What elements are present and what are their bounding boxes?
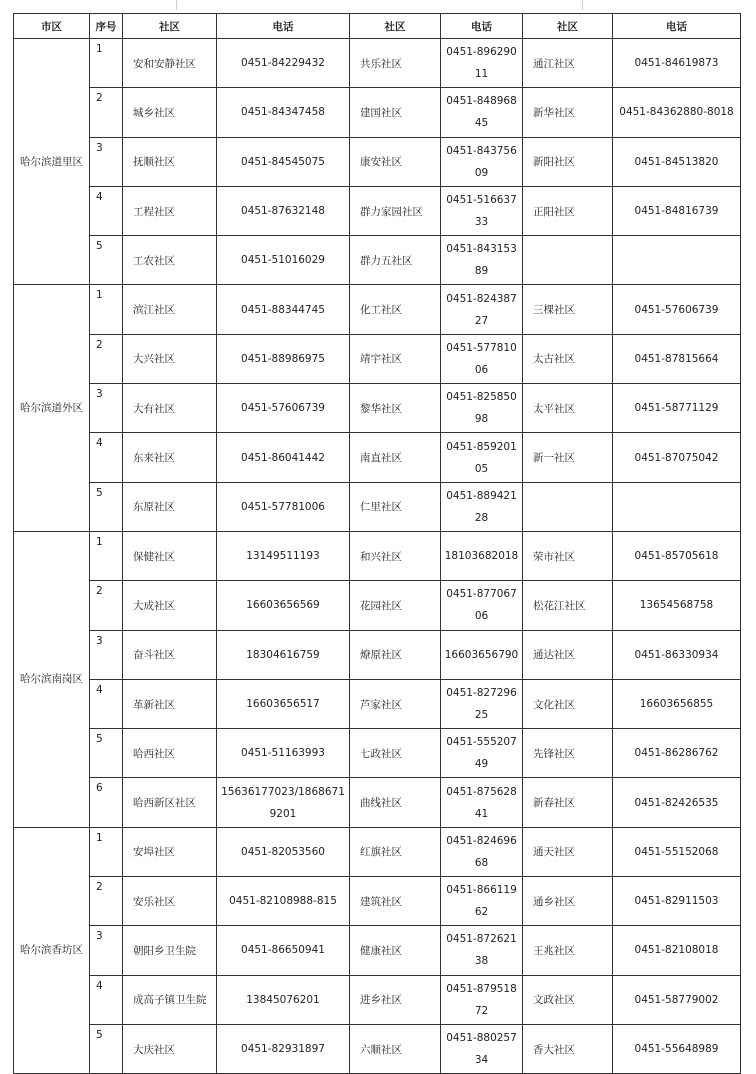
community-name-cell: 香大社区: [523, 1024, 613, 1073]
community-name-cell: 六顺社区: [350, 1024, 441, 1073]
community-name-cell: 文政社区: [523, 975, 613, 1024]
phone-cell: 0451-82585098: [441, 384, 523, 433]
table-row: [14, 334, 741, 383]
row-index-cell: 3: [90, 926, 123, 975]
phone-cell: 0451-86650941: [217, 926, 350, 975]
row-index-cell: 4: [90, 433, 123, 482]
community-name-cell: 城乡社区: [123, 88, 217, 137]
community-name-cell: 通天社区: [523, 827, 613, 876]
phone-cell: 0451-82108018: [613, 926, 741, 975]
community-name-cell: 大庆社区: [123, 1024, 217, 1073]
phone-cell: 13845076201: [217, 975, 350, 1024]
community-name-cell: 工农社区: [123, 236, 217, 285]
phone-cell: 0451-58779002: [613, 975, 741, 1024]
community-name-cell: 奋斗社区: [123, 630, 217, 679]
table-row: [14, 581, 741, 630]
top-guide-line: [582, 0, 583, 10]
community-name-cell: 新春社区: [523, 778, 613, 827]
community-name-cell: 花园社区: [350, 581, 441, 630]
community-name-cell: 太古社区: [523, 334, 613, 383]
community-name-cell: 王兆社区: [523, 926, 613, 975]
phone-cell: 0451-82438727: [441, 285, 523, 334]
phone-cell: 0451-84315389: [441, 236, 523, 285]
community-name-cell: 和兴社区: [350, 531, 441, 580]
phone-cell: 0451-55648989: [613, 1024, 741, 1073]
phone-cell: 0451-87562841: [441, 778, 523, 827]
community-name-cell: 新华社区: [523, 88, 613, 137]
community-name-cell: 哈西新区社区: [123, 778, 217, 827]
row-index-cell: 2: [90, 88, 123, 137]
phone-cell: 13149511193: [217, 531, 350, 580]
table-row: [14, 88, 741, 137]
phone-cell: 18103682018: [441, 531, 523, 580]
phone-cell: 16603656569: [217, 581, 350, 630]
community-name-cell: 建国社区: [350, 88, 441, 137]
community-name-cell: 南直社区: [350, 433, 441, 482]
community-name-cell: 康安社区: [350, 137, 441, 186]
table-row: [14, 433, 741, 482]
table-row: [14, 729, 741, 778]
phone-cell: 0451-84513820: [613, 137, 741, 186]
table-row: [14, 186, 741, 235]
community-name-cell: 安埠社区: [123, 827, 217, 876]
table-row: [14, 679, 741, 728]
phone-cell: 0451-87075042: [613, 433, 741, 482]
phone-cell: 0451-86330934: [613, 630, 741, 679]
row-index-cell: 4: [90, 186, 123, 235]
phone-cell: 0451-87632148: [217, 186, 350, 235]
row-index-cell: 3: [90, 630, 123, 679]
community-name-cell: 红旗社区: [350, 827, 441, 876]
row-index-cell: 1: [90, 39, 123, 88]
community-name-cell: 群力五社区: [350, 236, 441, 285]
table-row: [14, 926, 741, 975]
table-row: [14, 827, 741, 876]
community-name-cell: 哈西社区: [123, 729, 217, 778]
row-index-cell: 1: [90, 827, 123, 876]
phone-cell: 0451-84375609: [441, 137, 523, 186]
phone-cell: 0451-82053560: [217, 827, 350, 876]
community-name-cell: 芦家社区: [350, 679, 441, 728]
phone-cell: 0451-85705618: [613, 531, 741, 580]
phone-cell: 0451-57781006: [441, 334, 523, 383]
phone-cell: 0451-55152068: [613, 827, 741, 876]
phone-cell: 0451-87706706: [441, 581, 523, 630]
phone-cell: 13654568758: [613, 581, 741, 630]
phone-cell: 0451-84619873: [613, 39, 741, 88]
phone-cell: 0451-82911503: [613, 877, 741, 926]
table-row: [14, 778, 741, 827]
community-name-cell: 三棵社区: [523, 285, 613, 334]
table-row: [14, 482, 741, 531]
phone-cell: 0451-87262138: [441, 926, 523, 975]
community-name-cell: 曲线社区: [350, 778, 441, 827]
phone-cell: 0451-82931897: [217, 1024, 350, 1073]
community-name-cell: 东原社区: [123, 482, 217, 531]
table-header-row: [14, 14, 741, 39]
community-name-cell: 通江社区: [523, 39, 613, 88]
community-name-cell: 工程社区: [123, 186, 217, 235]
table-row: [14, 236, 741, 285]
community-name-cell: 朝阳乡卫生院: [123, 926, 217, 975]
district-name-cell: 哈尔滨道外区: [14, 285, 90, 531]
table-row: [14, 630, 741, 679]
phone-cell: 0451-57606739: [613, 285, 741, 334]
phone-cell: 0451-87951872: [441, 975, 523, 1024]
phone-cell: 0451-82469668: [441, 827, 523, 876]
phone-cell: 0451-84896845: [441, 88, 523, 137]
phone-cell: [613, 482, 741, 531]
phone-cell: 0451-51163993: [217, 729, 350, 778]
phone-cell: 0451-86041442: [217, 433, 350, 482]
table-row: [14, 531, 741, 580]
phone-cell: 0451-89629011: [441, 39, 523, 88]
phone-cell: 0451-85920105: [441, 433, 523, 482]
phone-cell: 0451-84816739: [613, 186, 741, 235]
community-name-cell: 大成社区: [123, 581, 217, 630]
phone-cell: 0451-57606739: [217, 384, 350, 433]
community-name-cell: 荣市社区: [523, 531, 613, 580]
phone-cell: [613, 236, 741, 285]
community-name-cell: 黎华社区: [350, 384, 441, 433]
community-name-cell: 文化社区: [523, 679, 613, 728]
table-row: [14, 384, 741, 433]
phone-cell: 15636177023/18686719201: [217, 778, 350, 827]
row-index-cell: 1: [90, 285, 123, 334]
row-index-cell: 4: [90, 975, 123, 1024]
community-name-cell: 成高子镇卫生院: [123, 975, 217, 1024]
community-name-cell: 抚顺社区: [123, 137, 217, 186]
phone-cell: 0451-88344745: [217, 285, 350, 334]
phone-cell: 0451-57781006: [217, 482, 350, 531]
community-name-cell: 正阳社区: [523, 186, 613, 235]
row-index-cell: 4: [90, 679, 123, 728]
community-name-cell: 建筑社区: [350, 877, 441, 926]
header-community: 社区: [123, 14, 217, 39]
header-community: 社区: [523, 14, 613, 39]
community-name-cell: 健康社区: [350, 926, 441, 975]
header-district: 市区: [14, 14, 90, 39]
table-row: [14, 285, 741, 334]
row-index-cell: 2: [90, 877, 123, 926]
phone-cell: 0451-84347458: [217, 88, 350, 137]
row-index-cell: 5: [90, 1024, 123, 1073]
phone-cell: 18304616759: [217, 630, 350, 679]
community-name-cell: [523, 482, 613, 531]
phone-cell: 0451-82426535: [613, 778, 741, 827]
phone-cell: 16603656517: [217, 679, 350, 728]
table-row: [14, 877, 741, 926]
district-name-cell: 哈尔滨南岗区: [14, 531, 90, 827]
community-name-cell: 靖宇社区: [350, 334, 441, 383]
phone-cell: 0451-88986975: [217, 334, 350, 383]
table-row: [14, 39, 741, 88]
row-index-cell: 3: [90, 384, 123, 433]
header-community: 社区: [350, 14, 441, 39]
row-index-cell: 5: [90, 729, 123, 778]
community-name-cell: 化工社区: [350, 285, 441, 334]
phone-cell: 0451-84229432: [217, 39, 350, 88]
community-name-cell: 安乐社区: [123, 877, 217, 926]
header-index: 序号: [90, 14, 123, 39]
community-name-cell: 通乡社区: [523, 877, 613, 926]
table-row: [14, 137, 741, 186]
community-name-cell: 太平社区: [523, 384, 613, 433]
community-name-cell: 共乐社区: [350, 39, 441, 88]
community-name-cell: 革新社区: [123, 679, 217, 728]
phone-cell: 0451-84545075: [217, 137, 350, 186]
phone-cell: 16603656790: [441, 630, 523, 679]
phone-cell: 0451-58771129: [613, 384, 741, 433]
phone-cell: 0451-82108988-815: [217, 877, 350, 926]
community-name-cell: 先锋社区: [523, 729, 613, 778]
community-name-cell: 东来社区: [123, 433, 217, 482]
community-name-cell: 通达社区: [523, 630, 613, 679]
phone-cell: 0451-86611962: [441, 877, 523, 926]
community-name-cell: 滨江社区: [123, 285, 217, 334]
row-index-cell: 1: [90, 531, 123, 580]
community-name-cell: 七政社区: [350, 729, 441, 778]
phone-cell: 0451-51016029: [217, 236, 350, 285]
phone-cell: 0451-84362880-8018: [613, 88, 741, 137]
community-name-cell: 松花江社区: [523, 581, 613, 630]
community-name-cell: 仁里社区: [350, 482, 441, 531]
table-row: [14, 1024, 741, 1073]
row-index-cell: 6: [90, 778, 123, 827]
row-index-cell: 2: [90, 581, 123, 630]
community-phone-table: [13, 13, 741, 1074]
phone-cell: 0451-88942128: [441, 482, 523, 531]
header-phone: 电话: [441, 14, 523, 39]
community-name-cell: 进乡社区: [350, 975, 441, 1024]
phone-cell: 16603656855: [613, 679, 741, 728]
phone-cell: 0451-82729625: [441, 679, 523, 728]
district-name-cell: 哈尔滨香坊区: [14, 827, 90, 1073]
community-name-cell: [523, 236, 613, 285]
header-phone: 电话: [613, 14, 741, 39]
community-name-cell: 新一社区: [523, 433, 613, 482]
community-name-cell: 燎原社区: [350, 630, 441, 679]
district-name-cell: 哈尔滨道里区: [14, 39, 90, 285]
row-index-cell: 3: [90, 137, 123, 186]
header-phone: 电话: [217, 14, 350, 39]
row-index-cell: 5: [90, 482, 123, 531]
top-guide-line: [176, 0, 177, 10]
row-index-cell: 5: [90, 236, 123, 285]
community-name-cell: 保健社区: [123, 531, 217, 580]
community-name-cell: 大有社区: [123, 384, 217, 433]
table-body: [14, 39, 741, 1074]
phone-cell: 0451-87815664: [613, 334, 741, 383]
community-name-cell: 安和安静社区: [123, 39, 217, 88]
phone-cell: 0451-55520749: [441, 729, 523, 778]
community-name-cell: 新阳社区: [523, 137, 613, 186]
phone-cell: 0451-88025734: [441, 1024, 523, 1073]
community-name-cell: 群力家园社区: [350, 186, 441, 235]
community-name-cell: 大兴社区: [123, 334, 217, 383]
phone-cell: 0451-51663733: [441, 186, 523, 235]
phone-cell: 0451-86286762: [613, 729, 741, 778]
row-index-cell: 2: [90, 334, 123, 383]
